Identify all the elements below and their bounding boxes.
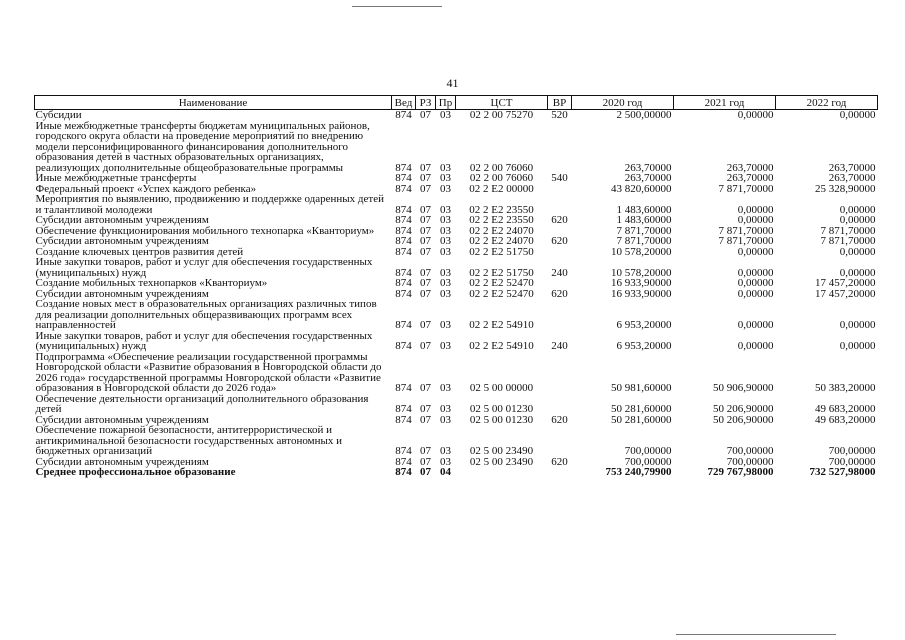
row-name-cell: Федеральный проект «Успех каждого ребенка» [35,182,257,195]
row-rz-cell: 07 [420,266,431,279]
row-2022-cell: 263,70000 [828,172,876,184]
table-row [35,236,878,247]
row-2022-cell: 7 871,70000 [820,235,876,247]
row-ved-cell: 874 [395,413,412,426]
row-cst-cell: 02 5 00 01230 [469,403,534,415]
row-2022-cell: 0,00000 [839,340,876,352]
row-2022-cell: 732 527,98000 [809,466,876,478]
row-cst-cell: 02 2 E2 52470 [469,277,534,289]
row-vr-cell [548,394,572,415]
row-2021-cell: 263,70000 [726,161,774,174]
row-cst-cell: 02 2 E2 24070 [469,224,534,237]
row-pr-cell: 03 [440,382,451,394]
row-rz-cell: 07 [420,319,431,331]
row-cst-cell: 02 2 00 75270 [469,109,534,121]
row-cst-cell: 02 5 00 01230 [469,413,534,426]
row-2020-cell: 7 871,70000 [616,224,672,237]
row-cst-cell [456,467,548,478]
row-2020-cell: 43 820,60000 [611,182,672,195]
row-rz-cell: 07 [420,287,431,300]
row-rz-cell: 07 [420,235,431,247]
row-2020-cell: 50 981,60000 [611,382,672,394]
row-rz-cell: 07 [420,466,431,478]
row-2022-cell: 49 683,20000 [815,413,876,426]
row-vr-cell: 540 [551,172,568,184]
row-2022-cell: 17 457,20000 [815,277,876,289]
row-rz-cell: 07 [420,403,431,415]
row-2020-cell: 1 483,60000 [616,203,672,216]
row-vr-cell [548,184,572,195]
row-cst-cell: 02 5 00 23490 [469,445,534,457]
table-row [35,257,878,278]
row-rz-cell: 07 [420,413,431,426]
row-vr-cell [548,299,572,331]
row-vr-cell [548,247,572,258]
row-rz-cell: 07 [420,182,431,195]
row-pr-cell: 03 [440,413,451,426]
row-2020-cell: 16 933,90000 [611,287,672,300]
row-name-cell: Субсидии [35,109,82,121]
table-row [35,331,878,352]
row-name-cell: Создание ключевых центров развития детей [35,245,244,258]
row-ved-cell: 874 [395,235,412,247]
row-2020-cell: 263,70000 [624,161,672,174]
row-rz-cell: 07 [420,245,431,258]
column-header-pr: Пр [436,96,456,110]
row-rz-cell: 07 [420,203,431,216]
row-pr-cell: 03 [440,319,451,331]
row-ved-cell: 874 [395,319,412,331]
row-pr-cell: 04 [440,466,451,478]
row-rz-cell: 07 [420,214,431,226]
row-pr-cell: 03 [440,161,451,174]
scan-artifact-top [352,6,442,7]
row-ved-cell: 874 [395,203,412,216]
row-rz-cell: 07 [420,340,431,352]
row-name-cell: Среднее профессиональное образование [35,466,236,478]
row-cst-cell: 02 2 E2 23550 [469,203,534,216]
row-2021-cell: 0,00000 [737,214,774,226]
scan-artifact-bottom [676,634,836,635]
row-2021-cell: 7 871,70000 [718,235,774,247]
row-vr-cell: 620 [551,235,568,247]
row-2022-cell: 0,00000 [839,109,876,121]
row-2022-cell: 50 383,20000 [815,382,876,394]
row-pr-cell: 03 [440,277,451,289]
table-row [35,299,878,331]
row-2021-cell: 50 906,90000 [713,382,774,394]
row-name-cell: Создание мобильных технопарков «Кванториум» [35,277,268,289]
row-name-cell: Иные межбюджетные трансферты [35,172,197,184]
row-name-cell: Обеспечение функционирования мобильного технопарка «Кванториум» [35,224,375,237]
row-2022-cell: 49 683,20000 [815,403,876,415]
table-row [35,173,878,184]
row-ved-cell: 874 [395,245,412,258]
row-vr-cell [548,467,572,478]
row-2021-cell: 0,00000 [737,287,774,300]
row-rz-cell: 07 [420,161,431,174]
row-2020-cell: 1 483,60000 [616,214,672,226]
row-ved-cell: 874 [395,340,412,352]
row-name-cell: Обеспечение деятельности организаций дополнительного образования детей [35,392,369,415]
row-cst-cell: 02 2 E2 51750 [469,245,534,258]
row-2021-cell: 0,00000 [737,319,774,331]
row-name-cell: Субсидии автономным учреждениям [35,235,209,247]
row-name-cell: Иные межбюджетные трансферты бюджетам муниципальных районов, городского округа области на проведение мероприятий по внедрению модели персонифицированного финансирования дополнительного образования детей в частных образовательных организациях, реализующих дополнительные общеобразовательные программы [35,119,370,174]
row-2022-cell: 700,00000 [828,455,876,468]
row-2022-cell: 7 871,70000 [820,224,876,237]
row-2020-cell: 753 240,79900 [605,466,672,478]
row-2022-cell: 700,00000 [828,445,876,457]
column-header-2021: 2021 год [674,96,776,110]
row-2022-cell: 0,00000 [839,203,876,216]
row-2020-cell: 2 500,00000 [616,109,672,121]
row-rz-cell: 07 [420,382,431,394]
row-cst-cell: 02 5 00 00000 [469,382,534,394]
table-row [35,194,878,215]
column-header-2022: 2022 год [776,96,878,110]
row-pr-cell: 03 [440,340,451,352]
row-pr-cell: 03 [440,182,451,195]
row-2020-cell: 700,00000 [624,455,672,468]
row-ved-cell: 874 [395,224,412,237]
column-header-rz: РЗ [416,96,436,110]
row-vr-cell: 620 [551,413,568,426]
row-vr-cell: 240 [551,266,568,279]
row-vr-cell [548,194,572,215]
row-name-cell: Субсидии автономным учреждениям [35,455,209,468]
row-2022-cell: 0,00000 [839,319,876,331]
row-2021-cell: 0,00000 [737,245,774,258]
row-vr-cell: 240 [551,340,568,352]
row-cst-cell: 02 2 E2 52470 [469,287,534,300]
row-2022-cell: 263,70000 [828,161,876,174]
row-ved-cell: 874 [395,382,412,394]
row-2022-cell: 0,00000 [839,214,876,226]
table-row [35,425,878,457]
row-vr-cell: 620 [551,287,568,300]
row-pr-cell: 03 [440,455,451,468]
row-2021-cell: 700,00000 [726,445,774,457]
row-ved-cell: 874 [395,109,412,121]
row-rz-cell: 07 [420,445,431,457]
row-pr-cell: 03 [440,445,451,457]
row-vr-cell [548,352,572,394]
row-ved-cell: 874 [395,403,412,415]
row-name-cell: Создание новых мест в образовательных организациях различных типов для реализации дополнительных общеразвивающих программ всех направленностей [35,298,377,331]
row-rz-cell: 07 [420,455,431,468]
table-row [35,215,878,226]
row-2021-cell: 50 206,90000 [713,413,774,426]
row-ved-cell: 874 [395,287,412,300]
row-2020-cell: 10 578,20000 [611,266,672,279]
row-2020-cell: 7 871,70000 [616,235,672,247]
row-2021-cell: 729 767,98000 [707,466,774,478]
page-number: 41 [446,76,459,90]
row-2020-cell: 50 281,60000 [611,413,672,426]
row-pr-cell: 03 [440,224,451,237]
row-2020-cell: 6 953,20000 [616,319,672,331]
table-row [35,121,878,174]
row-2020-cell: 700,00000 [624,445,672,457]
row-cst-cell: 02 2 E2 00000 [469,182,534,195]
table-row [35,352,878,394]
row-2021-cell: 0,00000 [737,340,774,352]
row-pr-cell: 03 [440,403,451,415]
row-cst-cell: 02 2 E2 54910 [469,340,534,352]
row-pr-cell: 03 [440,203,451,216]
row-vr-cell: 620 [551,455,568,468]
row-cst-cell: 02 2 00 76060 [469,161,534,174]
row-pr-cell: 03 [440,172,451,184]
row-name-cell: Мероприятия по выявлению, продвижению и поддержке одаренных детей и талантливой молодежи [35,193,384,216]
table-row [35,394,878,415]
row-ved-cell: 874 [395,266,412,279]
table-row [35,110,878,121]
row-name-cell: Обеспечение пожарной безопасности, антитеррористической и антикриминальной безопасности государственных автономных и бюджетных организаций [35,424,342,457]
row-2020-cell: 50 281,60000 [611,403,672,415]
row-2022-cell: 17 457,20000 [815,287,876,300]
row-2022-cell: 0,00000 [839,245,876,258]
row-2022-cell: 25 328,90000 [815,182,876,195]
table-header-row [35,96,878,110]
row-2021-cell: 0,00000 [737,203,774,216]
row-ved-cell: 874 [395,277,412,289]
row-ved-cell: 874 [395,466,412,478]
row-vr-cell: 520 [551,109,568,121]
row-2021-cell: 7 871,70000 [718,182,774,195]
row-2020-cell: 263,70000 [624,172,672,184]
row-cst-cell: 02 2 E2 24070 [469,235,534,247]
row-rz-cell: 07 [420,277,431,289]
column-header-2020: 2020 год [572,96,674,110]
row-ved-cell: 874 [395,161,412,174]
row-2021-cell: 7 871,70000 [718,224,774,237]
row-cst-cell: 02 2 E2 23550 [469,214,534,226]
column-header-cst: ЦСТ [456,96,548,110]
row-2021-cell: 700,00000 [726,455,774,468]
row-2021-cell: 0,00000 [737,266,774,279]
row-ved-cell: 874 [395,445,412,457]
row-name-cell: Субсидии автономным учреждениям [35,214,209,226]
row-name-cell: Иные закупки товаров, работ и услуг для обеспечения государственных (муниципальных) нужд [35,329,373,352]
table-row [35,467,878,478]
column-header-ved: Вед [392,96,416,110]
budget-table-body [35,110,878,478]
row-pr-cell: 03 [440,214,451,226]
column-header-vr: ВР [548,96,572,110]
row-ved-cell: 874 [395,214,412,226]
row-ved-cell: 874 [395,182,412,195]
row-2021-cell: 50 206,90000 [713,403,774,415]
row-pr-cell: 03 [440,235,451,247]
row-vr-cell [548,278,572,289]
row-cst-cell: 02 2 E2 51750 [469,266,534,279]
row-2021-cell: 0,00000 [737,277,774,289]
row-name-cell: Подпрограмма «Обеспечение реализации государственной программы Новгородской области «Развитие образования в Новгородской области до 2026 года» государственной программы Новгородской области «Развитие образования в Новгородской области до 2026 года» [35,350,382,394]
row-name-cell: Иные закупки товаров, работ и услуг для обеспечения государственных (муниципальных) нужд [35,256,373,279]
row-name-cell: Субсидии автономным учреждениям [35,413,209,426]
row-rz-cell: 07 [420,109,431,121]
row-ved-cell: 874 [395,172,412,184]
row-pr-cell: 03 [440,109,451,121]
row-2020-cell: 10 578,20000 [611,245,672,258]
row-ved-cell: 874 [395,455,412,468]
row-pr-cell: 03 [440,245,451,258]
row-2022-cell: 0,00000 [839,266,876,279]
row-cst-cell: 02 2 E2 54910 [469,319,534,331]
row-rz-cell: 07 [420,224,431,237]
row-2021-cell: 0,00000 [737,109,774,121]
row-cst-cell: 02 2 00 76060 [469,172,534,184]
row-2021-cell: 263,70000 [726,172,774,184]
row-2020-cell: 6 953,20000 [616,340,672,352]
row-rz-cell: 07 [420,172,431,184]
row-name-cell: Субсидии автономным учреждениям [35,287,209,300]
budget-table [34,95,878,478]
table-row [35,278,878,289]
row-vr-cell: 620 [551,214,568,226]
row-pr-cell: 03 [440,287,451,300]
row-2020-cell: 16 933,90000 [611,277,672,289]
row-vr-cell [548,121,572,174]
row-pr-cell: 03 [440,266,451,279]
row-cst-cell: 02 5 00 23490 [469,455,534,468]
row-vr-cell [548,425,572,457]
column-header-name: Наименование [35,96,392,110]
